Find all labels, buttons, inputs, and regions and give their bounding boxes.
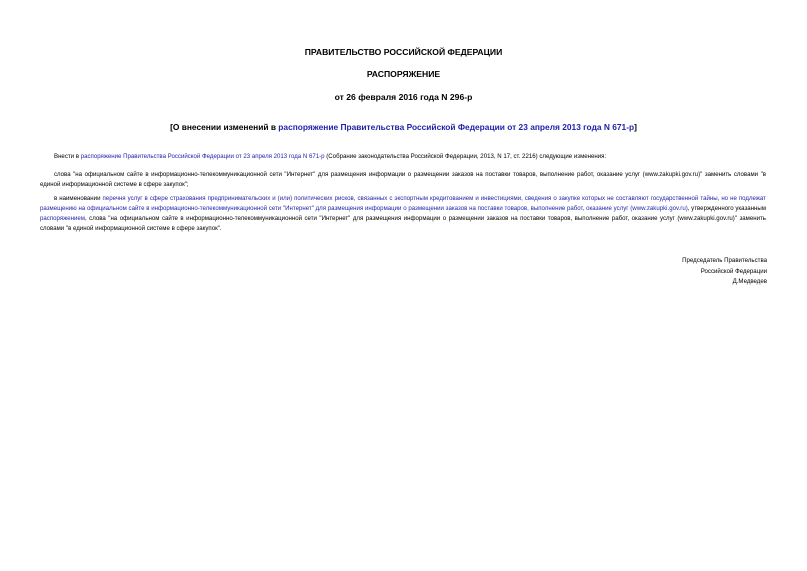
item-2-link[interactable]: перечня услуг в сфере страхования предпринимательских и (или) политических рисков, связанных с экспортным кредитованием и инвестициями, сведения о закупке которых не составляют государственной тайны, но не подлежат размещению на официальном сайте в информационно-телекоммуникационной сети "Интернет" для размещения информации о размещении заказов на поставки товаров, выполнение работ, оказание услуг (www.zakupki.gov.ru): [40, 195, 766, 212]
item-2-suffix: , слова "на официальном сайте в информационно-телекоммуникационной сети "Интернет" для размещения информации о размещении заказов на поставки товаров, выполнение работ, оказание услуг (www.zakupki.gov.ru)" заменить словами "в единой информационной системе в сфере закупок".: [40, 215, 766, 232]
title-link[interactable]: распоряжение Правительства Российской Федерации от 23 апреля 2013 года N 671-р: [278, 122, 635, 132]
signature-block: [682, 256, 767, 288]
intro-suffix: (Собрание законодательства Российской Федерации, 2013, N 17, ст. 2216) следующие изменения:: [324, 153, 607, 160]
item-2-paragraph: [40, 194, 766, 234]
document-title: [0, 122, 807, 132]
item-1-paragraph: слова "на официальном сайте в информационно-телекоммуникационной сети "Интернет" для размещения информации о размещении заказов на поставки товаров, выполнение работ, оказание услуг (www.zakupki.gov.ru)" заменить словами "в единой информационной системе в сфере закупок";: [40, 171, 766, 188]
signature-line-3: Д.Медведев: [732, 278, 767, 285]
government-heading: ПРАВИТЕЛЬСТВО РОССИЙСКОЙ ФЕДЕРАЦИИ: [304, 47, 503, 57]
intro-paragraph: [40, 152, 766, 162]
item-2-middle: , утвержденного указанным: [687, 205, 766, 212]
item-2-prefix: в наименовании: [54, 195, 103, 202]
item-2-link-2[interactable]: распоряжением: [40, 215, 85, 222]
document-date-number: от 26 февраля 2016 года N 296-р: [334, 92, 473, 102]
signature-line-1: Председатель Правительства: [682, 257, 767, 264]
intro-link[interactable]: распоряжение Правительства Российской Федерации от 23 апреля 2013 года N 671-р: [80, 153, 325, 160]
signature-line-2: Российской Федерации: [700, 267, 767, 275]
title-close-text: ]: [634, 122, 637, 132]
intro-prefix: Внести в: [54, 153, 81, 160]
title-open-text: [О внесении изменений в: [170, 122, 279, 132]
document-type-heading: РАСПОРЯЖЕНИЕ: [366, 69, 441, 79]
